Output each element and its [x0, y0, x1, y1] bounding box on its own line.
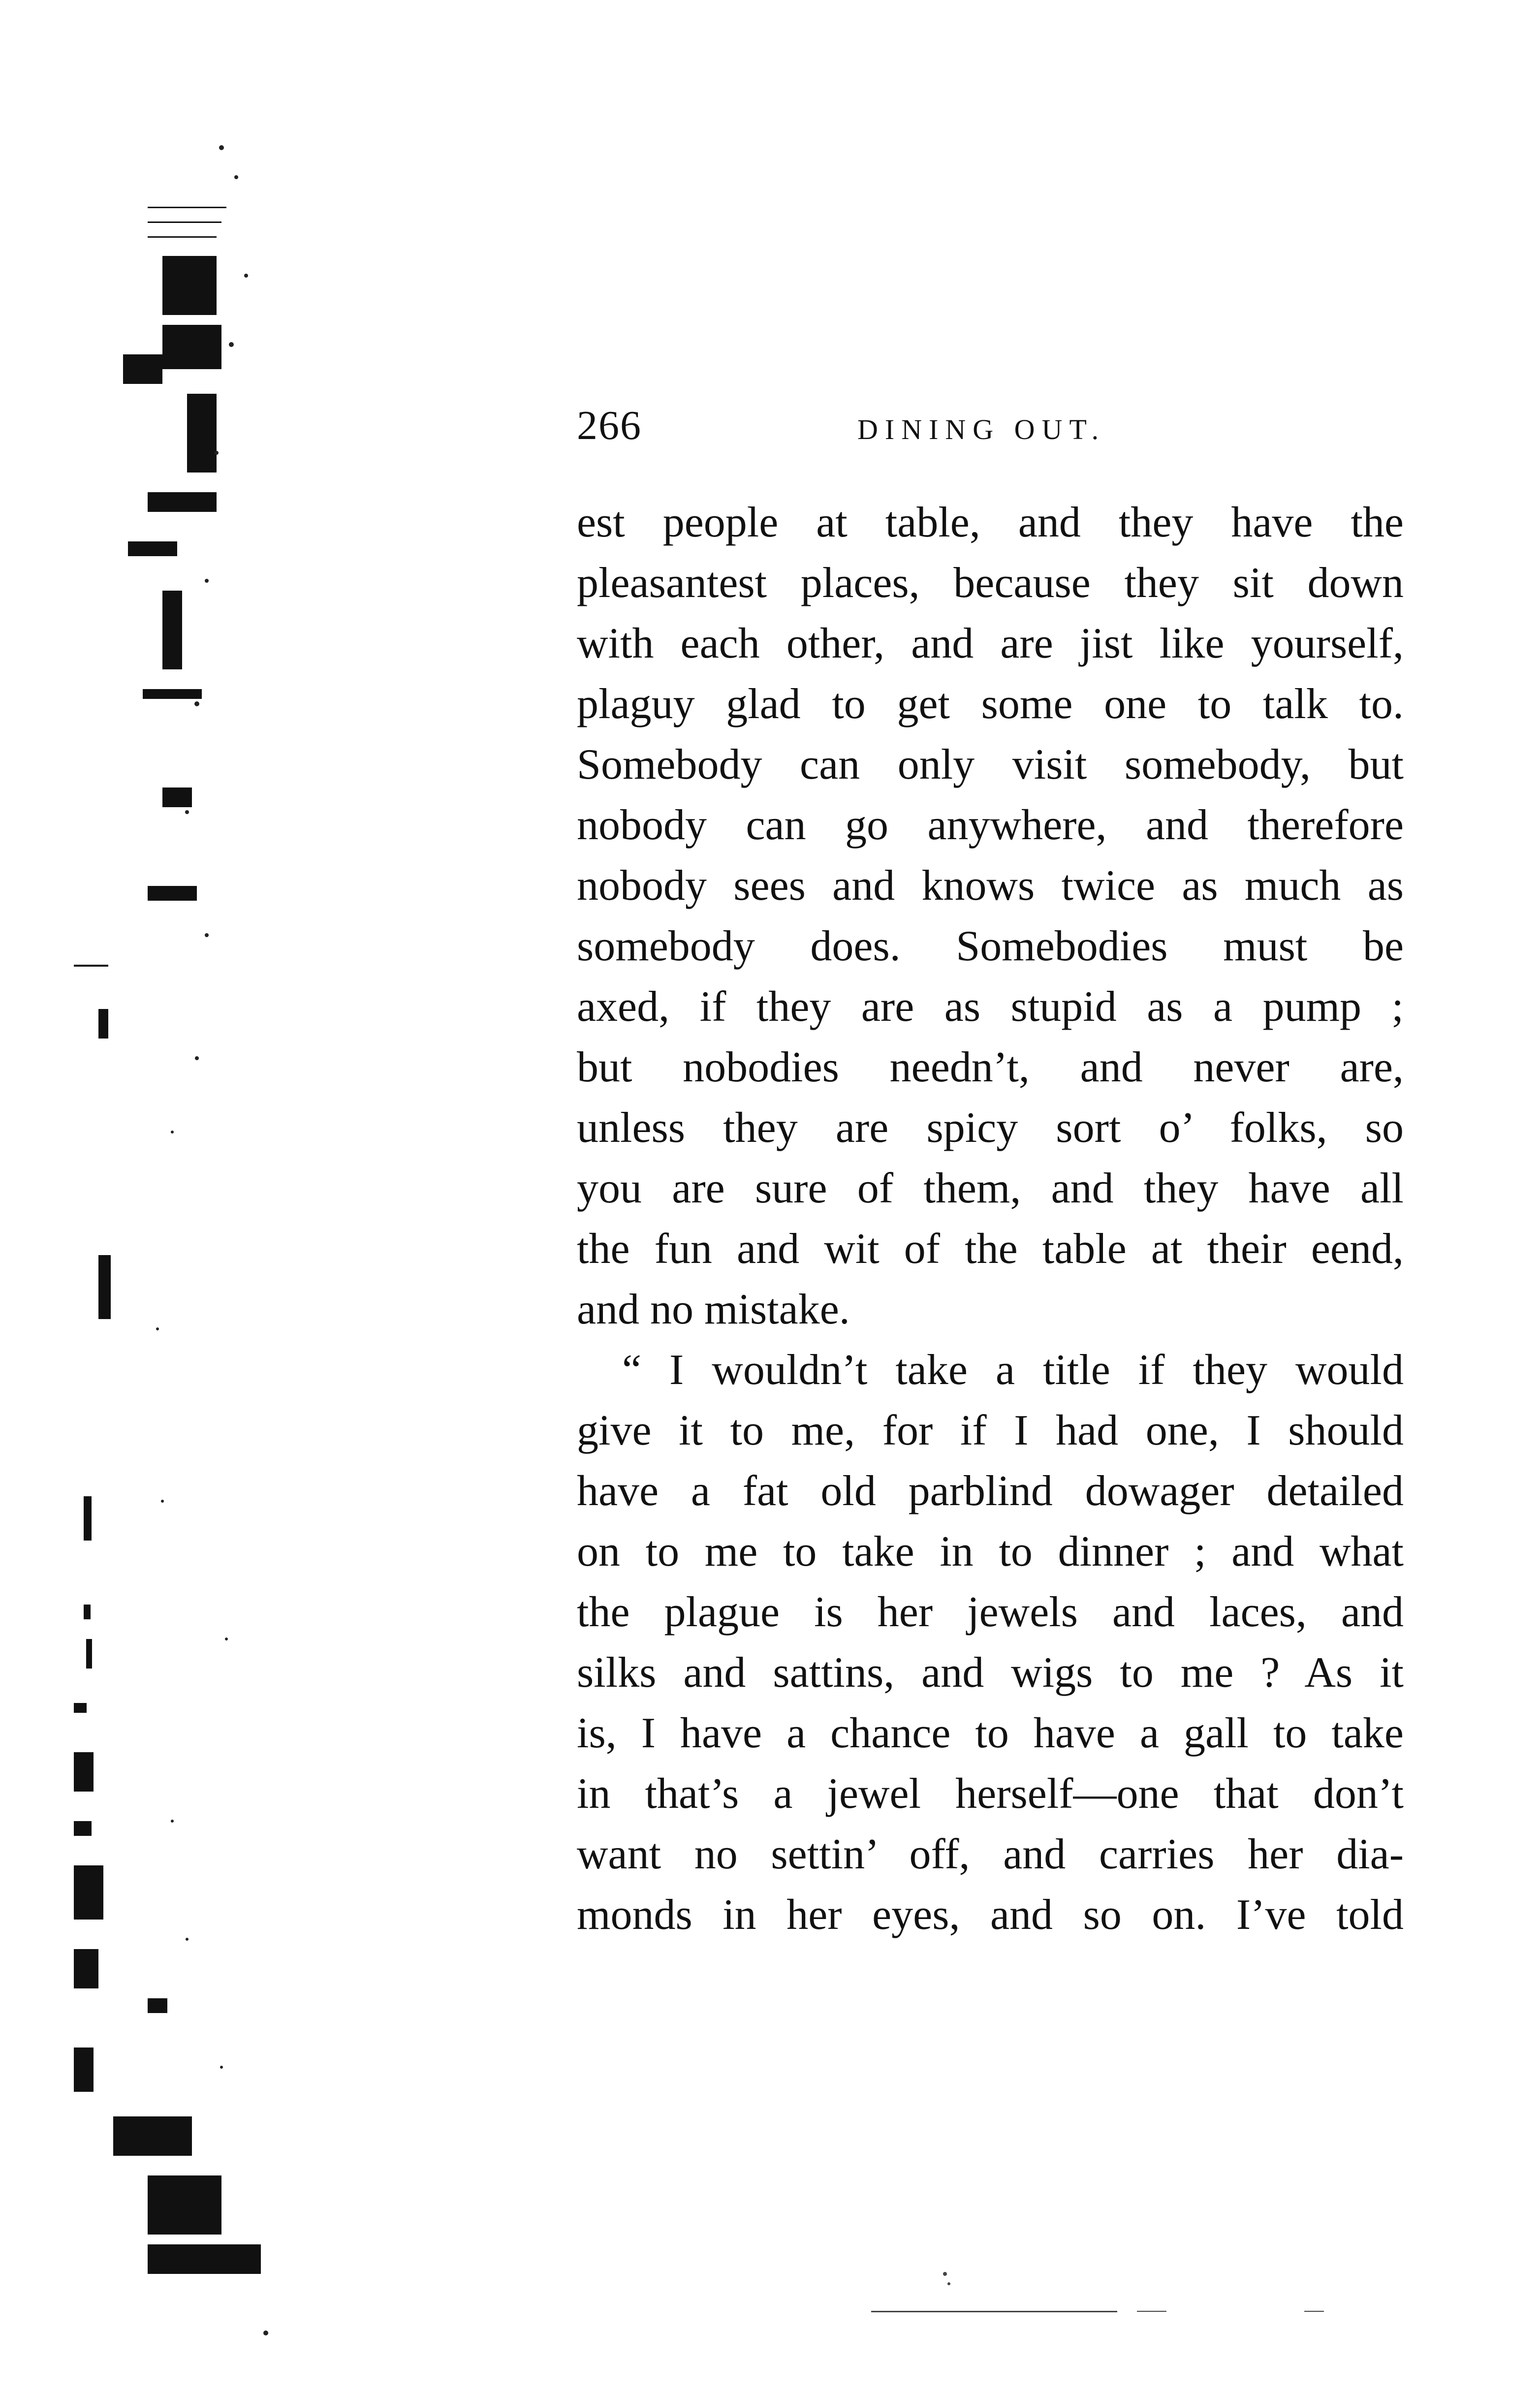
text-line: axed, if they are as stupid as a pump ;	[577, 983, 1404, 1031]
page-number: 266	[577, 403, 642, 448]
text-line: give it to me, for if I had one, I should	[577, 1407, 1404, 1454]
text-line: Somebody can only visit somebody, but	[577, 741, 1404, 788]
text-line: on to me to take in to dinner ; and what	[577, 1528, 1404, 1575]
running-head	[577, 399, 1404, 453]
text-line: want no settin’ off, and carries her dia-	[577, 1830, 1404, 1878]
text-line: “ I wouldn’t take a title if they would	[622, 1346, 1404, 1394]
text-line: with each other, and are jist like yourself,	[577, 620, 1404, 667]
body-text	[577, 492, 1404, 1945]
text-line: somebody does. Somebodies must be	[577, 922, 1404, 970]
gutter-scan-artifacts	[0, 0, 305, 2394]
text-line: and no mistake.	[577, 1286, 850, 1333]
text-line: you are sure of them, and they have all	[577, 1165, 1404, 1212]
text-line: monds in her eyes, and so on. I’ve told	[577, 1891, 1404, 1939]
text-line: the plague is her jewels and laces, and	[577, 1588, 1404, 1636]
text-line: but nobodies needn’t, and never are,	[577, 1043, 1404, 1091]
text-line: have a fat old parblind dowager detailed	[577, 1467, 1404, 1515]
text-line: the fun and wit of the table at their eend,	[577, 1225, 1404, 1273]
text-line: is, I have a chance to have a gall to take	[577, 1709, 1404, 1757]
text-line: est people at table, and they have the	[577, 499, 1404, 546]
text-line: plaguy glad to get some one to talk to.	[577, 680, 1404, 728]
text-line: nobody can go anywhere, and therefore	[577, 801, 1404, 849]
text-line: pleasantest places, because they sit down	[577, 559, 1404, 607]
footer-scan-marks	[812, 2264, 1501, 2323]
text-line: in that’s a jewel herself—one that don’t	[577, 1770, 1404, 1818]
text-line: silks and sattins, and wigs to me ? As it	[577, 1649, 1404, 1697]
text-line: unless they are spicy sort o’ folks, so	[577, 1104, 1404, 1152]
running-title: DINING OUT.	[857, 413, 1106, 445]
text-line: nobody sees and knows twice as much as	[577, 862, 1404, 910]
